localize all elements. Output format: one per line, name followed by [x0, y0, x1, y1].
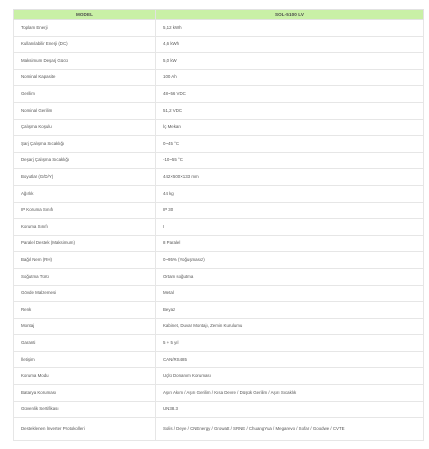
- spec-value: 5,0 kW: [156, 53, 424, 70]
- spec-label: Şarj Çalışma Sıcaklığı: [14, 136, 156, 153]
- table-row: [14, 219, 424, 236]
- spec-table: [13, 9, 424, 441]
- spec-value: 44 kg: [156, 185, 424, 202]
- column-header-model: MODEL: [14, 10, 156, 20]
- spec-value: I: [156, 219, 424, 236]
- spec-value: 5,12 kWh: [156, 20, 424, 37]
- table-row: [14, 185, 424, 202]
- spec-label: Nominal Kapasite: [14, 69, 156, 86]
- spec-label: Boyutlar (G/D/Y): [14, 169, 156, 186]
- spec-value: Beyaz: [156, 302, 424, 319]
- spec-value: İç Mekan: [156, 119, 424, 136]
- spec-label: İletişim: [14, 351, 156, 368]
- table-row: [14, 235, 424, 252]
- table-row: [14, 69, 424, 86]
- table-row: [14, 385, 424, 402]
- spec-label: Soğutma Türü: [14, 268, 156, 285]
- table-row: [14, 285, 424, 302]
- spec-label: Toplam Enerji: [14, 20, 156, 37]
- spec-label: Nominal Gerilim: [14, 102, 156, 119]
- spec-label: Gövde Malzemesi: [14, 285, 156, 302]
- spec-value: CAN/RS485: [156, 351, 424, 368]
- table-row: [14, 20, 424, 37]
- spec-label: Güvenlik Sertifikası: [14, 401, 156, 418]
- table-row: [14, 152, 424, 169]
- table-row: [14, 136, 424, 153]
- spec-label: Paralel Destek (Maksimum): [14, 235, 156, 252]
- spec-label: Gerilim: [14, 86, 156, 103]
- table-row: [14, 351, 424, 368]
- spec-value: Aşırı Akım / Aşırı Gerilim / Kısa Devre / Düşük Gerilim / Aşırı Sıcaklık: [156, 385, 424, 402]
- spec-value: 8 Paralel: [156, 235, 424, 252]
- table-row: [14, 119, 424, 136]
- table-row: [14, 86, 424, 103]
- table-row: [14, 36, 424, 53]
- table-row: [14, 335, 424, 352]
- spec-value: 100 Ah: [156, 69, 424, 86]
- spec-table-body: [14, 20, 424, 441]
- spec-label: Ağırlık: [14, 185, 156, 202]
- spec-value: 48~56 VDC: [156, 86, 424, 103]
- spec-label: Koruma Sınıfı: [14, 219, 156, 236]
- spec-label: Maksimum Deşarj Gücü: [14, 53, 156, 70]
- spec-table-container: [13, 9, 423, 441]
- spec-label: Bağıl Nem (RH): [14, 252, 156, 269]
- spec-value: 51,2 VDC: [156, 102, 424, 119]
- table-header-row: [14, 10, 424, 20]
- spec-value: UN38.3: [156, 401, 424, 418]
- spec-label: IP Koruma Sınıfı: [14, 202, 156, 219]
- spec-value: 4,6 kWh: [156, 36, 424, 53]
- spec-label: Koruma Modu: [14, 368, 156, 385]
- spec-label: Montaj: [14, 318, 156, 335]
- table-row: [14, 252, 424, 269]
- spec-label: Deşarj Çalışma Sıcaklığı: [14, 152, 156, 169]
- spec-value: 0~95% (Yoğuşmasız): [156, 252, 424, 269]
- spec-value: Uçlü Donanım Koruması: [156, 368, 424, 385]
- spec-value: 5 + 5 yıl: [156, 335, 424, 352]
- spec-label: Çalışma Koşulu: [14, 119, 156, 136]
- table-row: [14, 302, 424, 319]
- spec-label: Kullanılabilir Enerji (DC): [14, 36, 156, 53]
- table-row: [14, 268, 424, 285]
- spec-value: Metal: [156, 285, 424, 302]
- table-row: [14, 53, 424, 70]
- spec-label: Garanti: [14, 335, 156, 352]
- table-row: [14, 318, 424, 335]
- column-header-model-name: SOL-5100 LV: [156, 10, 424, 20]
- table-row: [14, 368, 424, 385]
- spec-value: -10~55 °C: [156, 152, 424, 169]
- spec-label: Desteklenen İnverter Protokolleri: [14, 418, 156, 441]
- spec-value: Solis / Deye / CNEnergy / Growatt / SRNE / ChuangYua / Megarevo / Sofar / Goodwe / CVTE: [156, 418, 424, 441]
- table-row: [14, 169, 424, 186]
- spec-label: Renk: [14, 302, 156, 319]
- spec-value: IP 30: [156, 202, 424, 219]
- spec-value: Kabinet, Duvar Montajı, Zemin Kurulumu: [156, 318, 424, 335]
- spec-value: Ortam soğutma: [156, 268, 424, 285]
- table-row: [14, 102, 424, 119]
- spec-label: Batarya Koruması: [14, 385, 156, 402]
- table-row: [14, 401, 424, 418]
- spec-value: 442×500×133 mm: [156, 169, 424, 186]
- table-row: [14, 418, 424, 441]
- spec-value: 0~45 °C: [156, 136, 424, 153]
- table-row: [14, 202, 424, 219]
